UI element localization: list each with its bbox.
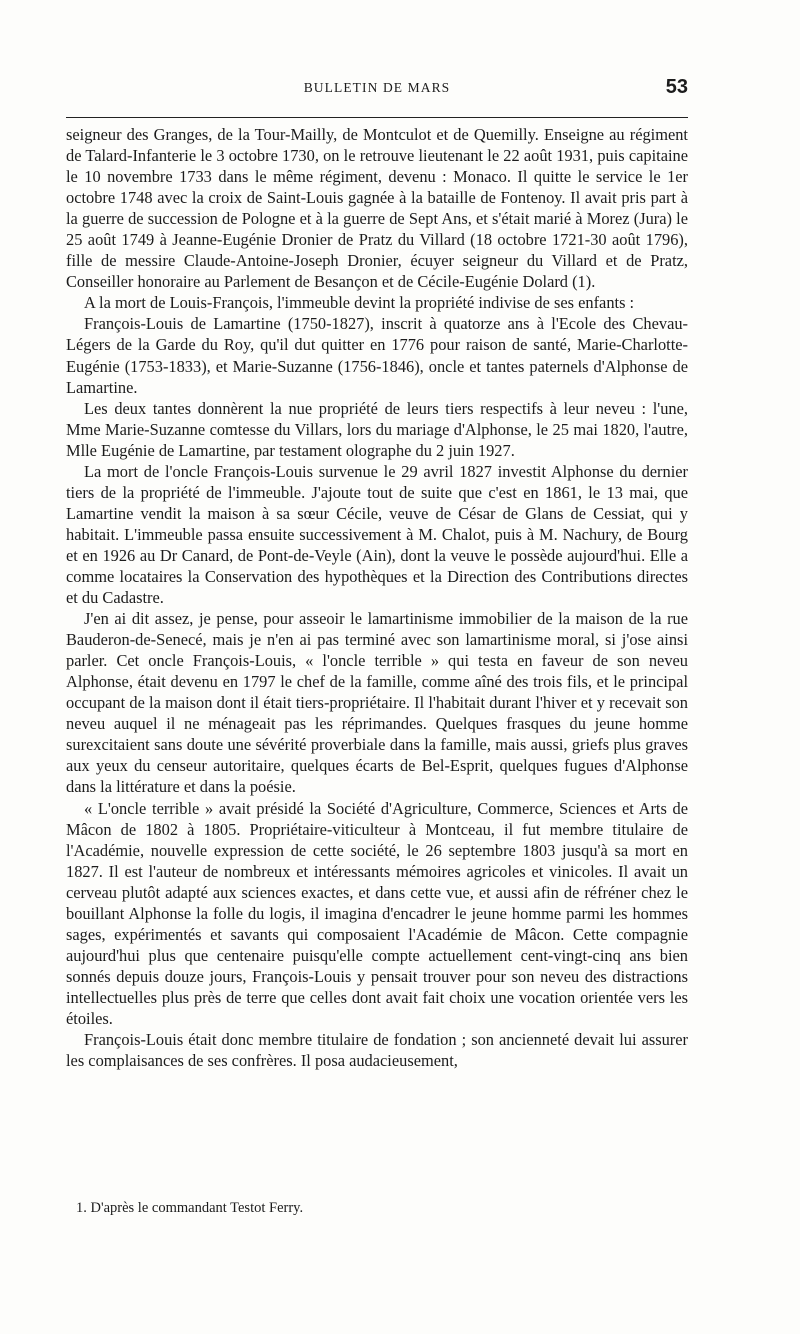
paragraph-8: François-Louis était donc membre titulaire de fondation ; son ancienneté devait lui assurer les complaisances de ses confrères. Il posa audacieusement, [66,1030,688,1071]
paragraph-1: seigneur des Granges, de la Tour-Mailly, de Montculot et de Quemilly. Enseigne au régiment de Talard-Infanterie le 3 octobre 1730, on le retrouve lieutenant le 22 août 1931, puis capitaine le 10 novembre 1733 dans le même régiment, devenu : Monaco. Il quitte le service le 1er octobre 1748 avec la croix de Saint-Louis gagnée à la bataille de Fontenoy. Il avait pris part à la guerre de succession de Pologne et à la guerre de Sept Ans, et s'était marié à Morez (Jura) le 25 août 1749 à Jeanne-Eugénie Dronier de Pratz du Villard (18 octobre 1721-30 août 1796), fille de messire Claude-Antoine-Joseph Dronier, écuyer seigneur du Villard et de Pratz, Conseiller honoraire au Parlement de Besançon et de Cécile-Eugénie Dolard (1). [66,125,688,292]
footnote: 1. D'après le commandant Testot Ferry. [76,1200,304,1216]
paragraph-4: Les deux tantes donnèrent la nue propriété de leurs tiers respectifs à leur neveu : l'une, Mme Marie-Suzanne comtesse du Villars, lors du mariage d'Alphonse, le 25 mai 1820, l'autre, Mlle Eugénie de Lamartine, par testament olographe du 2 juin 1927. [66,398,688,460]
paragraph-2: A la mort de Louis-François, l'immeuble devint la propriété indivise de ses enfants : [84,293,635,313]
paragraph-3: François-Louis de Lamartine (1750-1827), inscrit à quatorze ans à l'Ecole des Chevau-Légers de la Garde du Roy, qu'il dut quitter en 1776 pour raison de santé, Marie-Charlotte-Eugénie (1753-1833), et Marie-Suzanne (1756-1846), oncle et tantes paternels d'Alphonse de Lamartine. [66,314,688,397]
page-header [66,76,688,106]
running-title: BULLETIN DE MARS [303,80,451,95]
paragraph-6: J'en ai dit assez, je pense, pour asseoir le lamartinisme immobilier de la maison de la rue Bauderon-de-Senecé, mais je n'en ai pas terminé avec son lamartinisme moral, si j'ose ainsi parler. Cet oncle François-Louis, « l'oncle terrible » qui testa en faveur de son neveu Alphonse, était devenu en 1797 le chef de la famille, comme aîné des trois fils, et le principal occupant de la maison dont il était tiers-propriétaire. Il l'habitait durant l'hiver et y recevait son neveu auquel il ne ménageait pas les réprimandes. Quelques frasques du jeune homme surexcitaient sans doute une sévérité proverbiale dans la famille, mais aussi, griefs plus graves aux yeux du censeur autoritaire, quelques écarts de Bel-Esprit, quelques fugues d'Alphonse dans la littérature et dans la poésie. [66,609,688,797]
body-text [66,124,688,1071]
paragraph-7: « L'oncle terrible » avait présidé la Société d'Agriculture, Commerce, Sciences et Arts de Mâcon de 1802 à 1805. Propriétaire-viticulteur à Montceau, il fut membre titulaire de l'Académie, nouvelle expression de cette société, le 26 septembre 1803 jusqu'à sa mort en 1827. Il est l'auteur de nombreux et intéressants mémoires agricoles et vinicoles. Il avait un cerveau plutôt adapté aux sciences exactes, et dans cette vue, et aussi afin de réfréner chez le bouillant Alphonse la folle du logis, il imagina d'encadrer le jeune homme parmi les hommes sages, expérimentés et savants qui composaient l'Académie de Mâcon. Cette compagnie aujourd'hui plus que centenaire puisqu'elle compte actuellement cent-vingt-cinq ans bien sonnés depuis douze jours, François-Louis y pensait trouver pour son neveu des distractions intellectuelles plus près de terre que celles dont avait fait choix une vocation orientée vers les étoiles. [66,798,688,1028]
header-rule [66,117,688,118]
page-number: 53 [665,76,688,98]
paragraph-5: La mort de l'oncle François-Louis survenue le 29 avril 1827 investit Alphonse du dernier tiers de la propriété de l'immeuble. J'ajoute tout de suite que c'est en 1861, le 13 mai, que Lamartine vendit la maison à sa sœur Cécile, veuve de César de Glans de Cessiat, qui y habitait. L'immeuble passa ensuite successivement à M. Chalot, puis à M. Nachury, de Bourg et en 1926 au Dr Canard, de Pont-de-Veyle (Ain), dont la veuve le possède aujourd'hui. Elle a comme locataires la Conservation des hypothèques et la Direction des Contributions directes et du Cadastre. [66,461,688,608]
